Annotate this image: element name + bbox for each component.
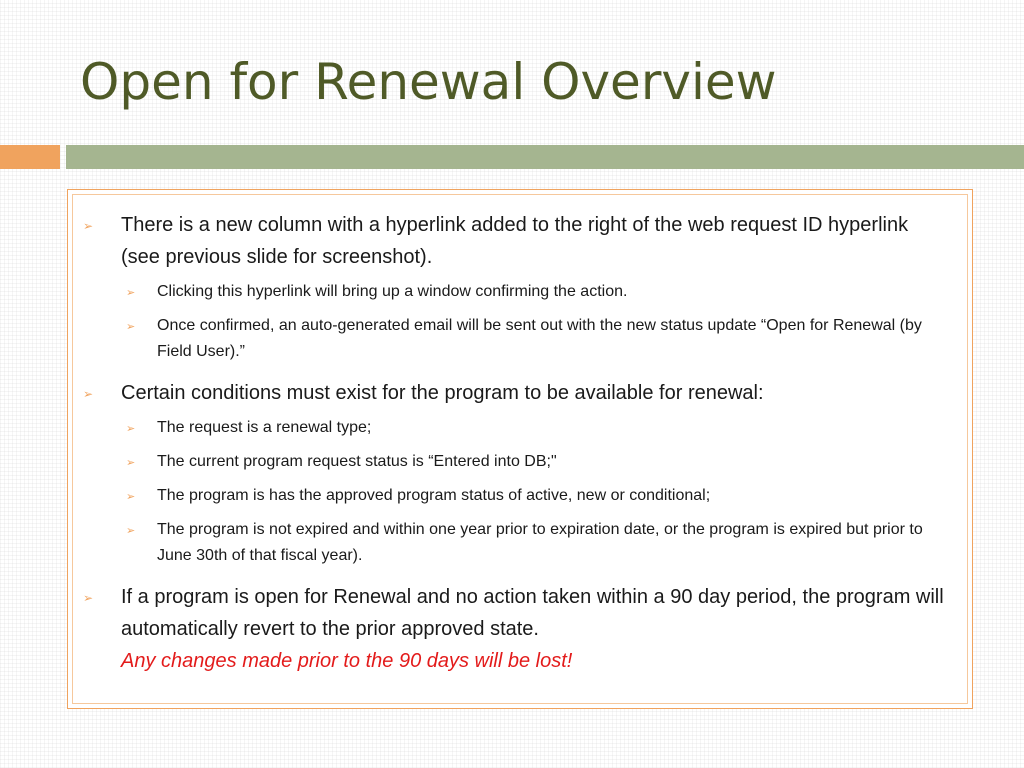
bullet-text: If a program is open for Renewal and no action taken within a 90 day period, the program will automatically revert to the prior approved state. bbox=[121, 586, 944, 640]
warning-text: Any changes made prior to the 90 days will be lost! bbox=[121, 650, 573, 672]
sub-bullet-item bbox=[121, 449, 951, 475]
content-box bbox=[67, 189, 973, 709]
arrowhead-bullet-icon: ➢ bbox=[126, 524, 136, 537]
accent-bar-orange bbox=[0, 145, 60, 169]
sub-bullet-text: The request is a renewal type; bbox=[157, 419, 372, 436]
sub-bullet-list bbox=[121, 279, 951, 365]
sub-bullet-item bbox=[121, 313, 951, 365]
sub-bullet-item bbox=[121, 415, 951, 441]
accent-bar-green bbox=[66, 145, 1024, 169]
arrowhead-bullet-icon: ➢ bbox=[126, 490, 136, 503]
arrowhead-bullet-icon: ➢ bbox=[83, 591, 94, 605]
sub-bullet-text: The program is has the approved program status of active, new or conditional; bbox=[157, 487, 711, 504]
sub-bullet-text: The program is not expired and within one year prior to expiration date, or the program is expired but prior to June 30th of that fiscal year). bbox=[157, 521, 923, 564]
arrowhead-bullet-icon: ➢ bbox=[126, 286, 136, 299]
sub-bullet-text: Once confirmed, an auto-generated email will be sent out with the new status update “Open for Renewal (by Field User).” bbox=[157, 317, 922, 360]
bullet-item-new-column bbox=[83, 209, 951, 365]
arrowhead-bullet-icon: ➢ bbox=[126, 320, 136, 333]
bullet-list bbox=[83, 209, 951, 677]
bullet-text: Certain conditions must exist for the program to be available for renewal: bbox=[121, 382, 764, 404]
sub-bullet-text: Clicking this hyperlink will bring up a window confirming the action. bbox=[157, 283, 628, 300]
sub-bullet-list bbox=[121, 415, 951, 569]
content-inner bbox=[72, 194, 968, 704]
sub-bullet-item bbox=[121, 517, 951, 569]
bullet-item-conditions bbox=[83, 377, 951, 569]
sub-bullet-text: The current program request status is “Entered into DB;" bbox=[157, 453, 557, 470]
sub-bullet-item bbox=[121, 483, 951, 509]
bullet-item-revert bbox=[83, 581, 951, 677]
sub-bullet-item bbox=[121, 279, 951, 305]
slide-title: Open for Renewal Overview bbox=[80, 53, 777, 111]
bullet-text: There is a new column with a hyperlink added to the right of the web request ID hyperlink (see previous slide for screenshot). bbox=[121, 214, 909, 268]
arrowhead-bullet-icon: ➢ bbox=[126, 422, 136, 435]
arrowhead-bullet-icon: ➢ bbox=[83, 219, 94, 233]
arrowhead-bullet-icon: ➢ bbox=[83, 387, 94, 401]
arrowhead-bullet-icon: ➢ bbox=[126, 456, 136, 469]
